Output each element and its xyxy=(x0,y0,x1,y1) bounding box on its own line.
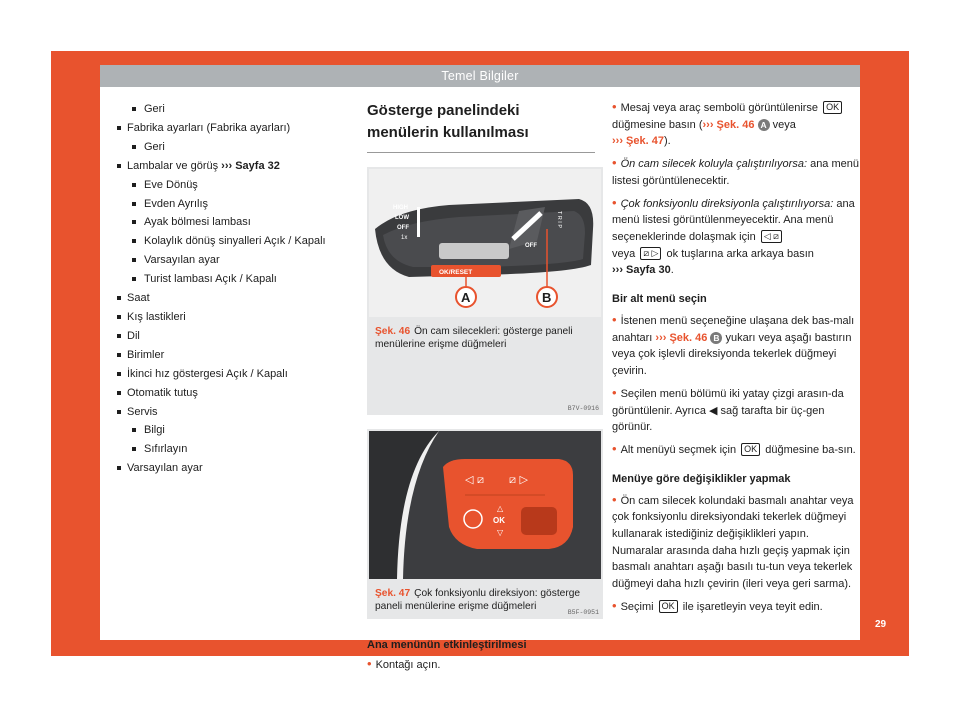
right-arrow-icon: ⧄ ▷ xyxy=(509,473,528,486)
figure-47 xyxy=(367,429,603,619)
link-fig-46[interactable]: ››› Şek. 46 xyxy=(655,331,708,344)
wiper-stalk-illustration xyxy=(369,169,601,317)
menu-tree-item: Fabrika ayarları (Fabrika ayarları) xyxy=(117,119,345,138)
figure-caption xyxy=(375,587,597,613)
figure-code: B5F-0951 xyxy=(567,609,599,616)
label-high: HIGH xyxy=(393,205,408,211)
menu-tree-item: Dil xyxy=(117,327,345,346)
triangle-left-icon: ◀ xyxy=(709,404,718,417)
svg-text:△: △ xyxy=(497,504,504,513)
page-reference-link[interactable]: ››› Sayfa 32 xyxy=(221,159,280,172)
next-key-icon: ⧄ ▷ xyxy=(640,247,661,260)
menu-tree-item: Geri xyxy=(117,138,345,157)
subheading-changes: Menüye göre değişiklikler yapmak xyxy=(612,472,791,485)
callout-b-badge: B xyxy=(710,332,722,344)
menu-tree-item: Lambalar ve görüş ››› Sayfa 32 xyxy=(117,157,345,176)
label-off-2: OFF xyxy=(525,243,537,249)
figure-number: Şek. 47 xyxy=(375,588,411,599)
link-page-30[interactable]: ››› Sayfa 30 xyxy=(612,264,671,277)
steering-wheel-image xyxy=(369,431,601,579)
svg-text:▽: ▽ xyxy=(497,528,504,537)
menu-tree-item: Varsayılan ayar xyxy=(117,251,345,270)
menu-tree-item: Kış lastikleri xyxy=(117,308,345,327)
step-ok-press: • Mesaj veya araç sembolü görüntülenirse OK düğmesine basın (››› Şek. 46 A veya ››› Şek. 47). xyxy=(612,100,860,150)
figure-number: Şek. 46 xyxy=(375,326,411,337)
menu-tree-item: Otomatik tutuş xyxy=(117,384,345,403)
menu-tree-item: Varsayılan ayar xyxy=(117,459,345,478)
menu-tree-item: Kolaylık dönüş sinyalleri Açık / Kapalı xyxy=(117,232,345,251)
step-confirm: • Seçimi OK ile işaretleyin veya teyit edin. xyxy=(612,597,823,613)
instructions-column xyxy=(612,100,860,616)
section-title: Gösterge panelindeki menülerin kullanılması xyxy=(367,100,595,153)
label-ok-reset: OK/RESET xyxy=(439,269,473,276)
menu-tree-item: Evden Ayrılış xyxy=(117,195,345,214)
menu-tree-item: Birimler xyxy=(117,346,345,365)
step-wiper-stalk: • Ön cam silecek koluyla çalıştırılıyorsa: ana menü listesi görüntülenecektir. xyxy=(612,155,859,187)
figure-46 xyxy=(367,167,603,415)
callout-a: A xyxy=(461,290,471,305)
menu-tree-item: Geri xyxy=(117,100,345,119)
menu-tree-item: Eve Dönüş xyxy=(117,176,345,195)
ok-key: OK xyxy=(823,101,842,114)
label-ok: OK xyxy=(493,516,505,525)
subheading-submenu: Bir alt menü seçin xyxy=(612,293,707,306)
menu-list-column xyxy=(117,100,345,478)
ok-key: OK xyxy=(659,600,678,613)
step-steering-wheel: • Çok fonksiyonlu direksiyonla çalıştırılıyorsa: ana menü listesi görüntülenmeyecektir. Ana menü seçeneklerinde dolaşmak için ◁ ⧄ veya ⧄ ▷ ok tuşlarına arka arkaya basın ››› Sayfa 30. xyxy=(612,194,855,277)
link-fig-47[interactable]: ››› Şek. 47 xyxy=(612,135,664,148)
callout-a-badge: A xyxy=(758,119,770,131)
menu-tree-item: Saat xyxy=(117,289,345,308)
menu-tree-item: Bilgi xyxy=(117,421,345,440)
ok-key: OK xyxy=(741,443,760,456)
menu-tree-item: Ayak bölmesi lambası xyxy=(117,213,345,232)
figures-column xyxy=(367,100,603,674)
menu-tree-item: İkinci hız göstergesi Açık / Kapalı xyxy=(117,365,345,384)
figure-caption-text: Çok fonksiyonlu direksiyon: gösterge paneli menülerine erişme düğmeleri xyxy=(375,588,581,612)
left-arrow-icon: ◁ ⧄ xyxy=(465,473,484,486)
label-low: LOW xyxy=(395,215,409,221)
menu-tree xyxy=(117,100,345,478)
subheading-activation: Ana menünün etkinleştirilmesi xyxy=(367,639,527,651)
menu-tree-item: Turist lambası Açık / Kapalı xyxy=(117,270,345,289)
figure-code: B7V-0916 xyxy=(567,405,599,412)
activation-step: • Kontağı açın. xyxy=(367,656,441,671)
label-trip: T R I P xyxy=(556,211,562,229)
step-highlight: • Seçilen menü bölümü iki yatay çizgi arasın-da görüntülenir. Ayrıca ◀ sağ tarafta bir üç-gen görünür. xyxy=(612,384,844,434)
page-number: 29 xyxy=(875,619,887,630)
label-off: OFF xyxy=(397,225,409,231)
menu-tree-item: Sıfırlayın xyxy=(117,440,345,459)
callout-b: B xyxy=(542,290,552,305)
step-select-item: • İstenen menü seçeneğine ulaşana dek bas-malı anahtarı ››› Şek. 46 B yukarı veya aşağı bastırın veya çok işlevli direksiyonda tekerlek düğmeyi çevirin. xyxy=(612,312,855,378)
link-fig-46[interactable]: ››› Şek. 46 xyxy=(702,118,755,131)
label-1x: 1x xyxy=(401,235,408,241)
wiper-stalk-image xyxy=(369,169,601,317)
figure-caption xyxy=(375,325,597,351)
prev-key-icon: ◁ ⧄ xyxy=(761,230,782,243)
step-make-changes: • Ön cam silecek kolundaki basmalı anahtar veya çok fonksiyonlu direksiyondaki tekerlek düğmeyi kullanarak istediğiniz değişiklikleri yapın. Numaralar arasında daha hızlı geçiş yapmak için basmalı anahtarı aşağı basılı tu-tun veya tekerlek düğmeyi daha hızlı çevirin (ileri veya geri sarma). xyxy=(612,491,854,591)
step-open-submenu: • Alt menüyü seçmek için OK düğmesine ba-sın. xyxy=(612,440,856,456)
figure-caption-text: Ön cam silecekleri: gösterge paneli menülerine erişme düğmeleri xyxy=(375,326,573,350)
menu-tree-item: Servis xyxy=(117,403,345,422)
steering-wheel-illustration xyxy=(369,431,601,579)
running-header: Temel Bilgiler xyxy=(100,65,860,87)
